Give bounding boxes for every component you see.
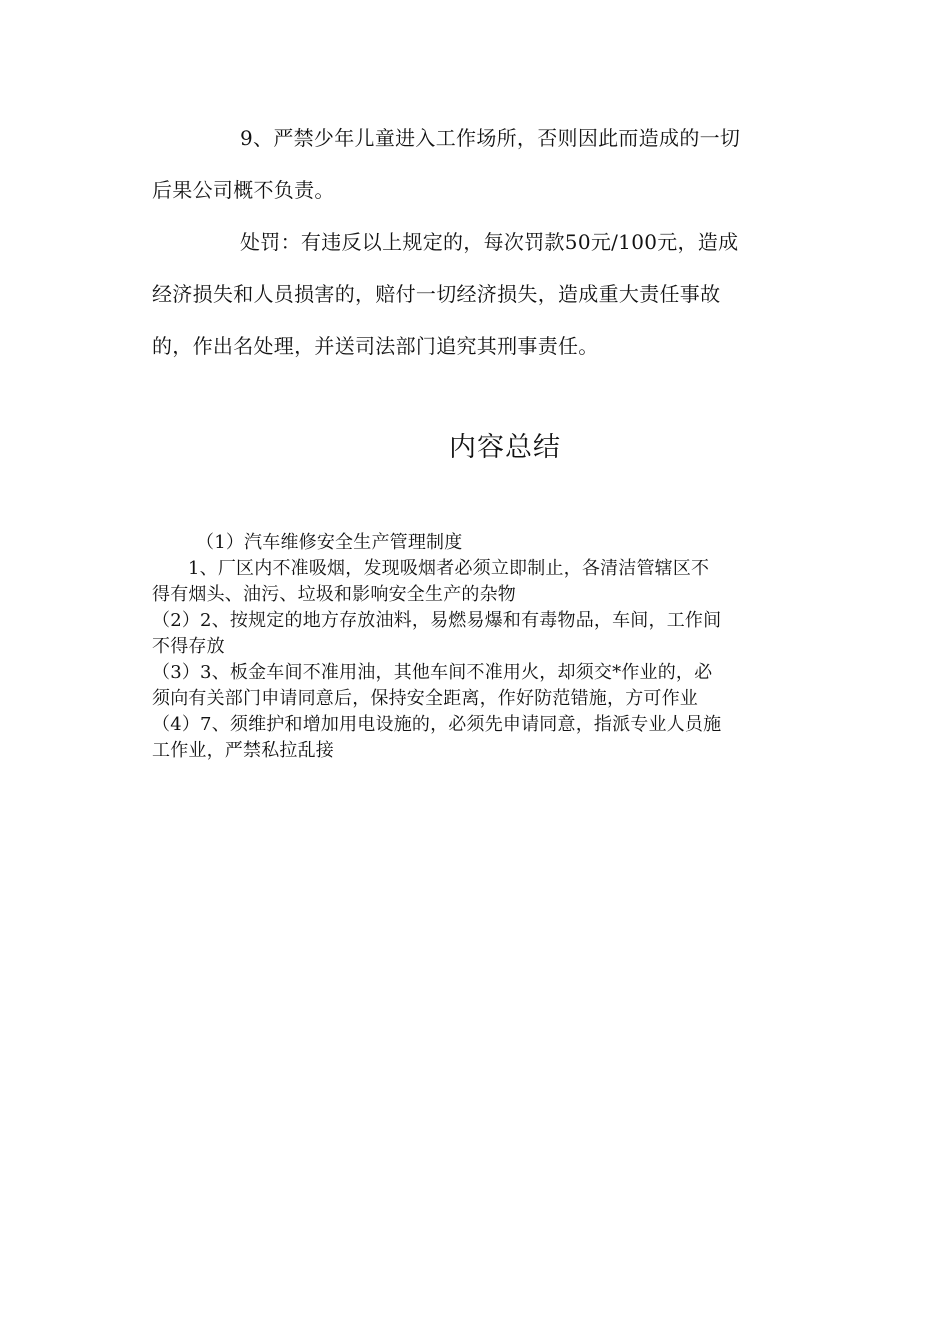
- summary-line: 不得存放: [152, 636, 225, 657]
- paragraph-rule-9: [152, 112, 792, 216]
- summary-line: 须向有关部门申请同意后，保持安全距离，作好防范错施，方可作业: [152, 688, 698, 709]
- paragraph-text: 9、严禁少年儿童进入工作场所，否则因此而造成的一切: [240, 126, 741, 150]
- summary-line: （4）7、须维护和增加用电设施的，必须先申请同意，指派专业人员施: [152, 714, 722, 735]
- paragraph-penalty: [152, 216, 792, 372]
- summary-body: [152, 530, 802, 764]
- paragraph-line: 后果公司概不负责。: [152, 178, 335, 202]
- paragraph-line: [152, 112, 792, 164]
- summary-line: （1）汽车维修安全生产管理制度: [196, 532, 463, 553]
- paragraph-text: 处罚：有违反以上规定的，每次罚款50元/100元，造成: [240, 230, 739, 254]
- paragraph-line: [152, 216, 792, 268]
- paragraph-line: 经济损失和人员损害的，赔付一切经济损失，造成重大责任事故: [152, 282, 721, 306]
- summary-line: 工作业，严禁私拉乱接: [152, 740, 334, 761]
- summary-line: 得有烟头、油污、垃圾和影响安全生产的杂物: [152, 584, 516, 605]
- summary-line: （2）2、按规定的地方存放油料，易燃易爆和有毒物品，车间，工作间: [152, 610, 722, 631]
- paragraph-line: 的，作出名处理，并送司法部门追究其刑事责任。: [152, 334, 599, 358]
- summary-heading: 内容总结: [449, 432, 561, 463]
- summary-line: （3）3、板金车间不准用油，其他车间不准用火，却须交*作业的，必: [152, 662, 713, 683]
- summary-line: 1、厂区内不准吸烟，发现吸烟者必须立即制止，各清洁管辖区不: [188, 558, 710, 579]
